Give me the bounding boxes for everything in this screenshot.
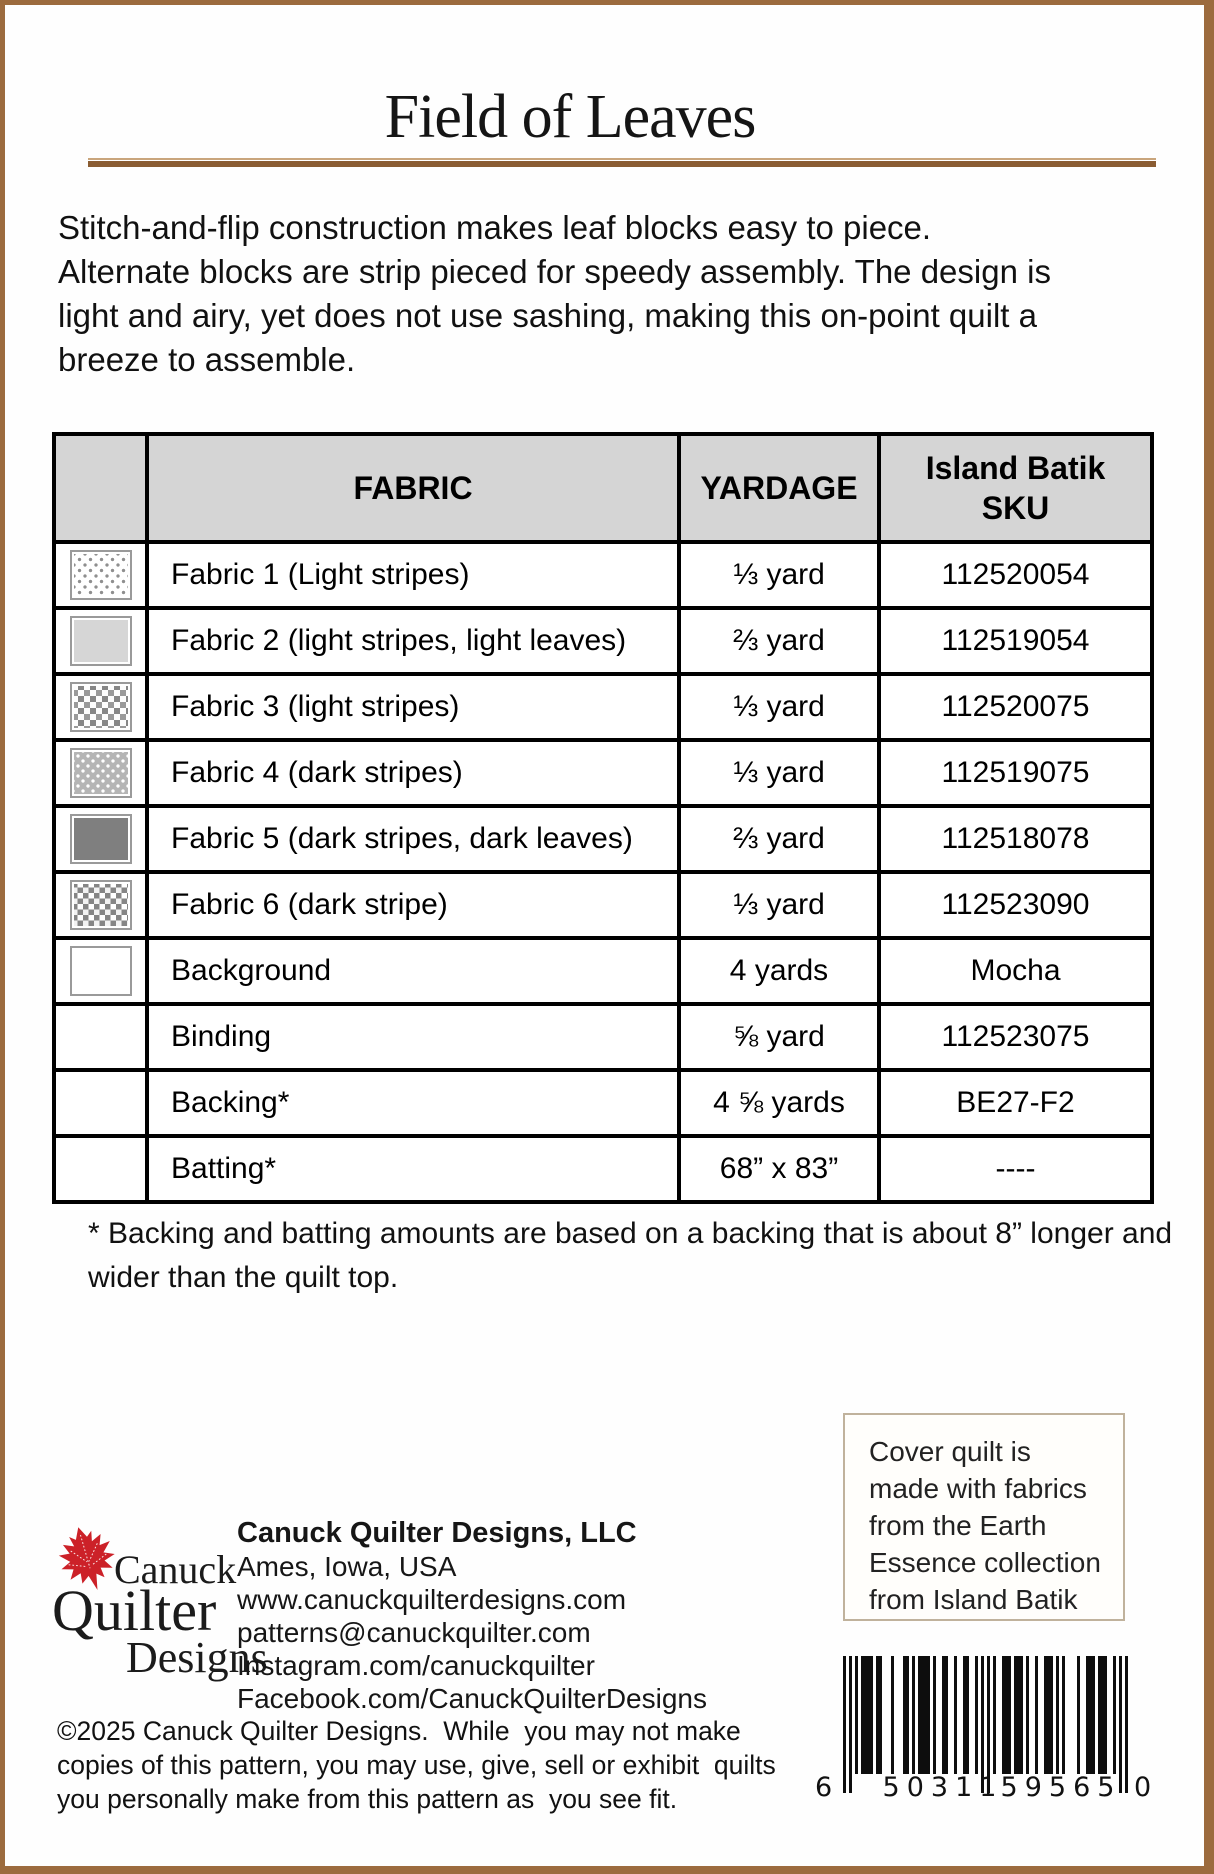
footnote-line: * Backing and batting amounts are based on a backing that is about 8” longer and <box>88 1217 1173 1250</box>
fabric-name-cell: Backing* <box>147 1070 679 1136</box>
swatch-cell <box>54 1070 147 1136</box>
fabric-swatch <box>72 1014 130 1060</box>
contact-line: Ames, Iowa, USA <box>237 1551 457 1582</box>
swatch-cell <box>54 542 147 608</box>
cover-fabric-note-box <box>843 1413 1125 1621</box>
yardage-cell: ⅝ yard <box>679 1004 879 1070</box>
sku-column-header-text: Island Batik SKU <box>925 450 1106 526</box>
yardage-cell: 4 yards <box>679 938 879 1004</box>
fabric-name-cell: Background <box>147 938 679 1004</box>
logo-word-canuck: Canuck <box>114 1547 237 1592</box>
logo-word-quilter: Quilter <box>52 1578 217 1643</box>
contact-line: www.canuckquilterdesigns.com <box>237 1584 627 1615</box>
backing-footnote <box>88 1212 1172 1300</box>
yardage-cell: ⅔ yard <box>679 806 879 872</box>
sku-cell: Mocha <box>879 938 1152 1004</box>
table-row <box>54 542 1152 608</box>
fabric-requirements-table <box>52 432 1154 1204</box>
swatch-cell <box>54 1136 147 1202</box>
fabric-name-cell: Fabric 6 (dark stripe) <box>147 872 679 938</box>
upc-barcode <box>815 1656 1163 1808</box>
sku-cell: 112523075 <box>879 1004 1152 1070</box>
fabric-name-cell: Fabric 3 (light stripes) <box>147 674 679 740</box>
swatch-cell <box>54 938 147 1004</box>
table-row <box>54 872 1152 938</box>
fabric-swatch <box>70 682 132 732</box>
yardage-cell: ⅔ yard <box>679 608 879 674</box>
footnote-line: wider than the quilt top. <box>88 1261 399 1294</box>
table-row <box>54 674 1152 740</box>
barcode-gap <box>894 1656 903 1774</box>
yardage-cell: ⅓ yard <box>679 872 879 938</box>
fabric-swatch <box>70 550 132 600</box>
sku-cell: 112520054 <box>879 542 1152 608</box>
copyright-line: copies of this pattern, you may use, give, sell or exhibit quilts <box>57 1750 776 1780</box>
barcode-bar <box>1044 1656 1053 1774</box>
sku-cell: ---- <box>879 1136 1152 1202</box>
barcode-gap <box>1065 1656 1077 1774</box>
copyright-notice <box>57 1714 776 1816</box>
table-row <box>54 608 1152 674</box>
barcode-bar <box>861 1656 873 1774</box>
cover-note-line: Cover quilt is <box>869 1436 1031 1467</box>
barcode-bar <box>918 1656 930 1774</box>
fabric-swatch <box>72 1146 130 1192</box>
table-row <box>54 1004 1152 1070</box>
yardage-cell: ⅓ yard <box>679 542 879 608</box>
contact-line: Facebook.com/CanuckQuilterDesigns <box>237 1683 707 1714</box>
fabric-column-header: FABRIC <box>147 434 679 542</box>
sku-cell: 112520075 <box>879 674 1152 740</box>
sku-column-header <box>879 434 1152 542</box>
table-row <box>54 938 1152 1004</box>
barcode-digit-lead: 6 <box>815 1772 833 1803</box>
fabric-swatch <box>70 946 132 996</box>
barcode-digits-right: 59565 <box>1000 1772 1122 1803</box>
fabric-swatch <box>72 1080 130 1126</box>
fabric-swatch <box>70 880 132 930</box>
swatch-cell <box>54 1004 147 1070</box>
sku-cell: 112518078 <box>879 806 1152 872</box>
intro-line: Stitch-and-flip construction makes leaf blocks easy to piece. <box>58 209 932 246</box>
fabric-name-cell: Batting* <box>147 1136 679 1202</box>
copyright-line: you personally make from this pattern as you see fit. <box>57 1784 678 1814</box>
yardage-cell: ⅓ yard <box>679 674 879 740</box>
swatch-cell <box>54 608 147 674</box>
title-divider-rule <box>88 158 1156 167</box>
cover-note-line: made with fabrics <box>869 1473 1087 1504</box>
swatch-cell <box>54 674 147 740</box>
barcode-bar <box>1086 1656 1095 1774</box>
fabric-name-cell: Fabric 1 (Light stripes) <box>147 542 679 608</box>
yardage-cell: 4 ⅝ yards <box>679 1070 879 1136</box>
cover-note-line: from the Earth <box>869 1510 1047 1541</box>
contact-line: patterns@canuckquilter.com <box>237 1617 591 1648</box>
sku-cell: BE27-F2 <box>879 1070 1152 1136</box>
fabric-name-cell: Fabric 2 (light stripes, light leaves) <box>147 608 679 674</box>
swatch-cell <box>54 806 147 872</box>
yardage-column-header: YARDAGE <box>679 434 879 542</box>
barcode-gap <box>882 1656 891 1774</box>
contact-lines <box>237 1550 707 1715</box>
barcode-digits-left: 50311 <box>882 1772 1004 1803</box>
sku-cell: 112523090 <box>879 872 1152 938</box>
table-row <box>54 740 1152 806</box>
fabric-swatch <box>70 748 132 798</box>
fabric-name-cell: Fabric 5 (dark stripes, dark leaves) <box>147 806 679 872</box>
fabric-swatch <box>70 616 132 666</box>
table-row <box>54 806 1152 872</box>
fabric-name-cell: Fabric 4 (dark stripes) <box>147 740 679 806</box>
barcode-bar <box>1014 1656 1023 1774</box>
copyright-line: ©2025 Canuck Quilter Designs. While you may not make <box>57 1716 741 1746</box>
fabric-table-body <box>54 542 1152 1202</box>
swatch-cell <box>54 740 147 806</box>
barcode-digit-trail: 0 <box>1134 1772 1152 1803</box>
sku-cell: 112519075 <box>879 740 1152 806</box>
company-name: Canuck Quilter Designs, LLC <box>237 1517 637 1549</box>
contact-block <box>237 1517 707 1715</box>
cover-note-line: Essence collection <box>869 1547 1101 1578</box>
barcode-bar <box>1098 1656 1107 1774</box>
sku-cell: 112519054 <box>879 608 1152 674</box>
intro-paragraph <box>58 206 1051 382</box>
contact-line: Instagram.com/canuckquilter <box>237 1650 595 1681</box>
fabric-name-cell: Binding <box>147 1004 679 1070</box>
logo-word-designs: Designs <box>126 1633 268 1682</box>
barcode-bar <box>1002 1656 1011 1774</box>
intro-line: light and airy, yet does not use sashing, making this on-point quilt a <box>58 297 1037 334</box>
intro-line: breeze to assemble. <box>58 341 356 378</box>
table-header-row <box>54 434 1152 542</box>
table-row <box>54 1136 1152 1202</box>
table-row <box>54 1070 1152 1136</box>
yardage-cell: 68” x 83” <box>679 1136 879 1202</box>
cover-note-line: from Island Batik <box>869 1584 1078 1615</box>
swatch-cell <box>54 872 147 938</box>
intro-line: Alternate blocks are strip pieced for speedy assembly. The design is <box>58 253 1051 290</box>
page-title: Field of Leaves <box>384 83 756 151</box>
yardage-cell: ⅓ yard <box>679 740 879 806</box>
fabric-swatch <box>70 814 132 864</box>
swatch-column-header <box>54 434 147 542</box>
